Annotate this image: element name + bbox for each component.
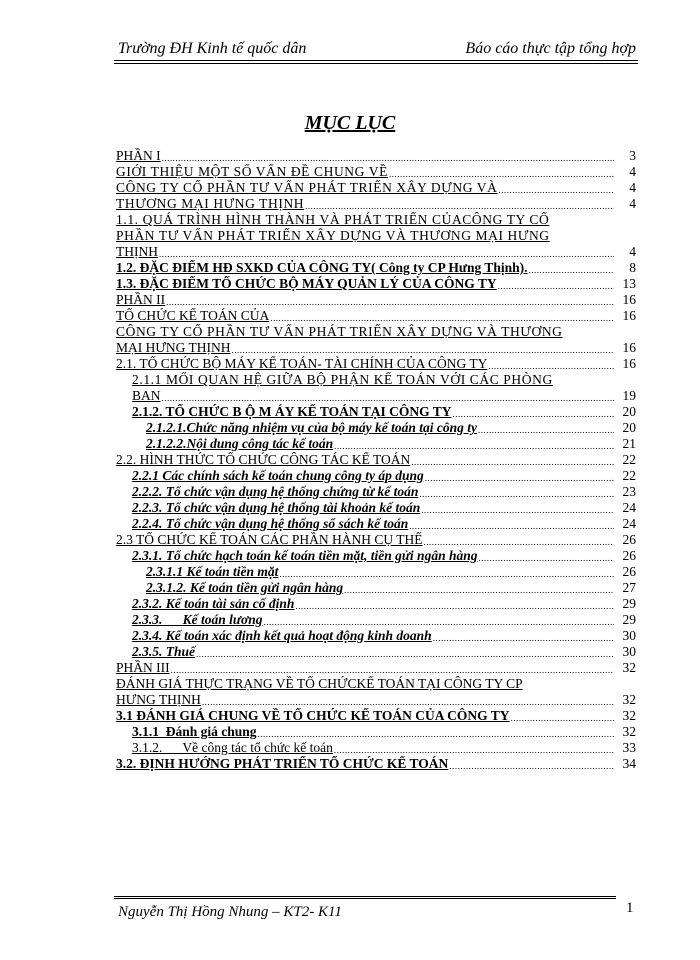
toc-entry-text: 2.2.3. Tổ chức vận dụng hệ thống tài khoản kế toán: [132, 500, 421, 515]
toc-entry-page: 16: [622, 340, 636, 355]
toc-entry[interactable]: [116, 532, 636, 548]
toc-entry-page: 20: [622, 404, 636, 419]
toc-entry-page: 4: [629, 196, 636, 211]
toc-entry[interactable]: [116, 500, 636, 516]
toc-entry[interactable]: [116, 340, 636, 356]
toc-entry-page: 13: [622, 276, 636, 291]
toc-entry-text: 2.3.1. Tổ chức hạch toán kế toán tiền mặt, tiền gửi ngân hàng: [132, 548, 478, 563]
toc-entry[interactable]: [116, 260, 636, 276]
toc-entry-page: 19: [622, 388, 636, 403]
toc-entry-text: PHẦN I: [116, 148, 161, 163]
toc-entry[interactable]: [116, 212, 636, 228]
toc-entry[interactable]: [116, 676, 636, 692]
toc-entry-text: HƯNG THỊNH: [116, 692, 201, 707]
toc-entry[interactable]: [116, 388, 636, 404]
toc-entry[interactable]: [116, 404, 636, 420]
header-report-type: Báo cáo thực tập tổng hợp: [465, 40, 636, 57]
toc-entry[interactable]: [116, 468, 636, 484]
toc-entry-text: THƯƠNG MẠI HƯNG THỊNH: [116, 196, 305, 211]
toc-entry-text: 2.1.2. TỔ CHỨC B Ộ M ÁY KẾ TOÁN TẠI CÔNG TY: [132, 404, 452, 419]
toc-entry-text: CÔNG TY CỔ PHẦN TƯ VẤN PHÁT TRIỂN XÂY DỰNG VÀ THƯƠNG: [116, 324, 563, 339]
toc-entry[interactable]: [116, 660, 636, 676]
toc-entry[interactable]: [116, 356, 636, 372]
toc-entry-text: 1.1. QUÁ TRÌNH HÌNH THÀNH VÀ PHÁT TRIỂN CỦACÔNG TY CỔ: [116, 212, 550, 227]
toc-entry-page: 23: [622, 484, 636, 499]
toc-entry-page: 24: [622, 516, 636, 531]
toc-entry-page: 16: [622, 356, 636, 371]
toc-entry-text: 2.2. HÌNH THỨC TỔ CHỨC CÔNG TÁC KẾ TOÁN: [116, 452, 411, 467]
toc-entry-page: 30: [622, 644, 636, 659]
toc-entry-page: 3: [629, 148, 636, 163]
toc-entry-page: 4: [629, 164, 636, 179]
table-of-contents: [116, 148, 636, 772]
toc-entry-text: 2.3.1.1 Kế toán tiền mặt: [146, 564, 279, 579]
toc-entry[interactable]: [116, 692, 636, 708]
toc-entry[interactable]: [116, 644, 636, 660]
toc-entry-page: 34: [622, 756, 636, 771]
toc-entry-text: 2.2.1 Các chính sách kế toán chung công ty áp dụng: [132, 468, 424, 483]
toc-entry[interactable]: [116, 276, 636, 292]
toc-entry[interactable]: [116, 452, 636, 468]
toc-entry-text: 2.3.2. Kế toán tài sản cố định: [132, 596, 295, 611]
toc-entry-text: PHẦN TƯ VẤN PHÁT TRIỂN XÂY DỰNG VÀ THƯƠNG MẠI HƯNG: [116, 228, 550, 243]
toc-entry-text: 2.1.2.2.Nội dung công tác kế toán: [146, 436, 334, 451]
toc-entry-text: 1.3. ĐẶC ĐIỂM TỔ CHỨC BỘ MÁY QUẢN LÝ CỦA CÔNG TY: [116, 276, 497, 291]
toc-entry[interactable]: [116, 180, 636, 196]
toc-entry-page: 29: [622, 596, 636, 611]
toc-entry-page: 16: [622, 308, 636, 323]
toc-entry[interactable]: [116, 756, 636, 772]
toc-entry-text: GIỚI THIỆU MỘT SỐ VẤN ĐỀ CHUNG VỀ: [116, 164, 388, 179]
toc-entry-page: 33: [622, 740, 636, 755]
toc-entry-page: 30: [622, 628, 636, 643]
toc-entry[interactable]: [116, 292, 636, 308]
toc-entry-page: 32: [622, 708, 636, 723]
toc-entry-page: 22: [622, 468, 636, 483]
toc-entry-page: 8: [629, 260, 636, 275]
toc-entry[interactable]: [116, 308, 636, 324]
toc-entry-text: BAN: [132, 388, 161, 403]
footer-rule: [114, 896, 616, 899]
toc-entry-page: 4: [629, 244, 636, 259]
toc-entry[interactable]: [116, 580, 636, 596]
toc-entry-text: 2.3 TỔ CHỨC KẾ TOÁN CÁC PHẦN HÀNH CỤ THỂ: [116, 532, 423, 547]
page-number: 1: [626, 900, 634, 916]
toc-entry-text: 3.2. ĐỊNH HƯỚNG PHÁT TRIỂN TỔ CHỨC KẾ TOÁN: [116, 756, 449, 771]
toc-entry-page: 32: [622, 724, 636, 739]
toc-entry-text: 3.1.2. Về công tác tổ chức kế toán: [132, 740, 333, 755]
toc-entry-text: THỊNH: [116, 244, 158, 259]
toc-entry-page: 21: [622, 436, 636, 451]
toc-entry[interactable]: [116, 436, 636, 452]
toc-entry-page: 26: [622, 564, 636, 579]
toc-entry-page: 32: [622, 660, 636, 675]
toc-entry-page: 26: [622, 532, 636, 547]
toc-entry-text: PHẦN III: [116, 660, 170, 675]
toc-entry[interactable]: [116, 148, 636, 164]
toc-entry[interactable]: [116, 596, 636, 612]
header-rule: [114, 60, 638, 64]
toc-entry-text: 1.2. ĐẶC ĐIỂM HĐ SXKD CỦA CÔNG TY( Công ty CP Hưng Thịnh).: [116, 260, 528, 275]
toc-entry[interactable]: [116, 244, 636, 260]
toc-entry-text: MẠI HƯNG THỊNH: [116, 340, 231, 355]
toc-entry-text: 2.1. TỔ CHỨC BỘ MÁY KẾ TOÁN- TÀI CHÍNH CỦA CÔNG TY: [116, 356, 488, 371]
toc-entry-page: 20: [622, 420, 636, 435]
toc-entry[interactable]: [116, 516, 636, 532]
header-school: Trường ĐH Kinh tế quốc dân: [118, 40, 307, 57]
toc-entry[interactable]: [116, 628, 636, 644]
toc-entry-text: 3.1.1 Đánh giá chung: [132, 724, 257, 739]
toc-entry[interactable]: [116, 420, 636, 436]
toc-entry-page: 26: [622, 548, 636, 563]
toc-entry-page: 24: [622, 500, 636, 515]
toc-entry-text: 2.1.1 MỐI QUAN HỆ GIỮA BỘ PHẬN KẾ TOÁN VỚI CÁC PHÒNG: [132, 372, 553, 387]
toc-entry-page: 32: [622, 692, 636, 707]
toc-entry-page: 27: [622, 580, 636, 595]
toc-entry[interactable]: [116, 724, 636, 740]
toc-entry[interactable]: [116, 196, 636, 212]
toc-entry-text: TỔ CHỨC KẾ TOÁN CỦA: [116, 308, 270, 323]
footer-author: Nguyễn Thị Hồng Nhung – KT2- K11: [118, 904, 342, 920]
toc-entry[interactable]: [116, 612, 636, 628]
toc-entry-text: 2.3.3. Kế toán lương: [132, 612, 263, 627]
toc-entry-text: 3.1 ĐÁNH GIÁ CHUNG VỀ TỔ CHỨC KẾ TOÁN CỦA CÔNG TY: [116, 708, 510, 723]
toc-entry[interactable]: [116, 372, 636, 388]
page-title: MỤC LỤC: [304, 112, 396, 134]
toc-entry[interactable]: [116, 740, 636, 756]
toc-entry-page: 29: [622, 612, 636, 627]
toc-entry-text: 2.2.2. Tổ chức vận dụng hệ thống chứng từ kế toán: [132, 484, 419, 499]
toc-entry[interactable]: [116, 164, 636, 180]
toc-entry[interactable]: [116, 228, 636, 244]
toc-entry[interactable]: [116, 708, 636, 724]
toc-entry-page: 16: [622, 292, 636, 307]
toc-entry[interactable]: [116, 564, 636, 580]
toc-entry-page: 4: [629, 180, 636, 195]
toc-entry-text: ĐÁNH GIÁ THỰC TRẠNG VỀ TỔ CHỨCKẾ TOÁN TẠI CÔNG TY CP: [116, 676, 523, 691]
toc-entry[interactable]: [116, 324, 636, 340]
toc-entry-text: 2.1.2.1.Chức năng nhiệm vụ của bộ máy kế toán tại công ty: [146, 420, 477, 435]
toc-entry-text: 2.3.1.2. Kế toán tiền gửi ngân hàng: [146, 580, 344, 595]
toc-entry[interactable]: [116, 548, 636, 564]
toc-entry-text: 2.2.4. Tổ chức vận dụng hệ thống sổ sách kế toán: [132, 516, 409, 531]
toc-entry[interactable]: [116, 484, 636, 500]
toc-entry-page: 22: [622, 452, 636, 467]
toc-entry-text: 2.3.5. Thuế: [132, 644, 196, 659]
toc-entry-text: 2.3.4. Kế toán xác định kết quả hoạt động kinh doanh: [132, 628, 432, 643]
toc-entry-text: PHẦN II: [116, 292, 166, 307]
page-header: [118, 40, 636, 62]
toc-entry-text: CÔNG TY CỔ PHẦN TƯ VẤN PHÁT TRIỂN XÂY DỰNG VÀ: [116, 180, 498, 195]
